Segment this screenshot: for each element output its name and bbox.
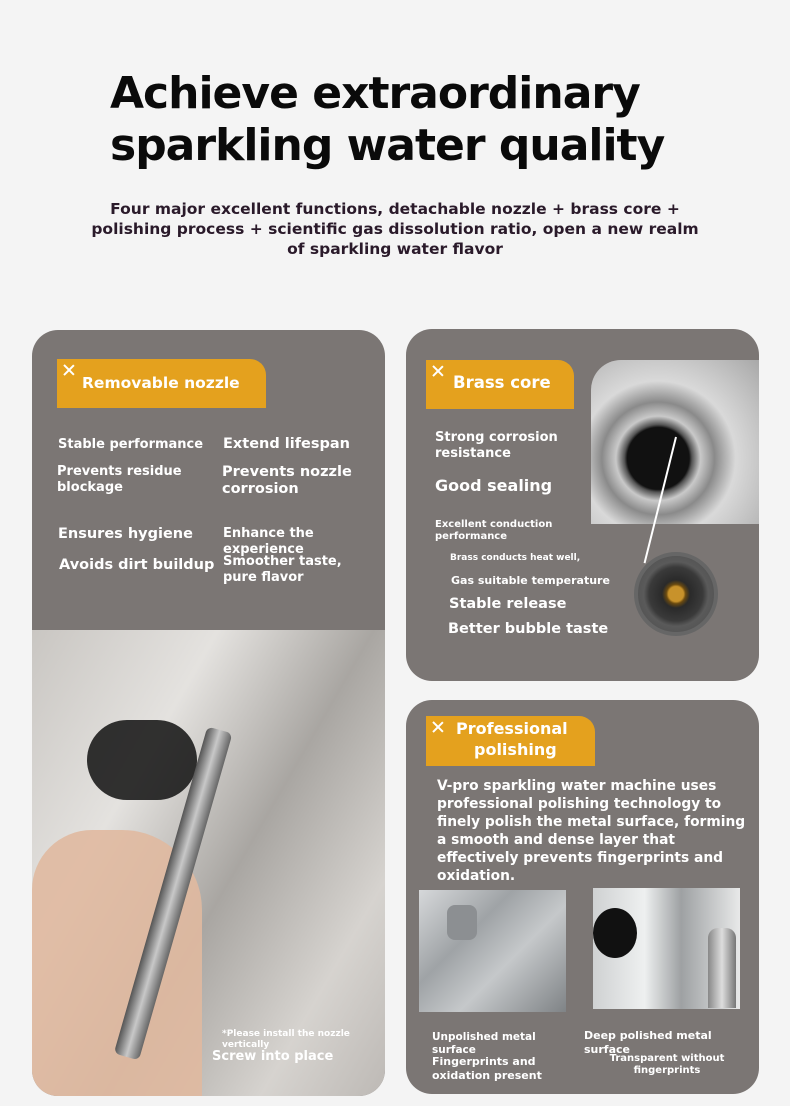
feature-prevents-corrosion: Prevents nozzle corrosion — [222, 464, 352, 497]
feature-stable-performance: Stable performance — [58, 437, 204, 452]
headline-line-1: Achieve extraordinary — [110, 68, 640, 119]
headline — [110, 68, 730, 172]
unpolished-title: Unpolished metal surface — [432, 1031, 536, 1056]
feature-extend-lifespan: Extend lifespan — [223, 436, 350, 452]
feature-enhance-experience: Enhance the experience — [223, 526, 314, 557]
brass-core-photo — [634, 552, 718, 636]
nozzle-tag — [57, 359, 266, 408]
nozzle-card — [32, 330, 385, 1096]
subtitle-line-2: polishing process + scientific gas dissolution ratio, open a new realm — [91, 220, 699, 238]
feature-prevents-residue: Prevents residue blockage — [57, 464, 182, 495]
polish-tag-line-1: Professional — [456, 719, 568, 738]
brass-tag — [426, 360, 574, 409]
feature-smoother-taste: Smoother taste, pure flavor — [223, 554, 342, 585]
feature-avoids-dirt: Avoids dirt buildup — [59, 557, 215, 573]
install-note: *Please install the nozzle vertically — [222, 1029, 350, 1050]
feature-good-sealing: Good sealing — [435, 476, 553, 495]
spout-shape — [447, 905, 477, 940]
subtitle-line-1: Four major excellent functions, detachable nozzle + brass core + — [110, 200, 680, 218]
unpolished-photo — [419, 890, 566, 1012]
polished-desc: Transparent without fingerprints — [609, 1053, 725, 1076]
feature-corrosion-resistance: Strong corrosion resistance — [435, 430, 558, 461]
polish-tag-line-2: polishing — [474, 740, 557, 759]
nozzle-photo — [32, 630, 385, 1096]
feature-conduction: Excellent conduction performance — [435, 519, 553, 542]
brass-tag-label: Brass core — [453, 373, 551, 392]
polish-tag — [426, 716, 595, 766]
close-x-icon — [62, 363, 76, 377]
feature-stable-release: Stable release — [449, 596, 567, 612]
nozzle-tag-label: Removable nozzle — [82, 374, 240, 392]
close-x-icon — [431, 364, 445, 378]
feature-gas-temperature: Gas suitable temperature — [451, 574, 610, 587]
faucet-knob-shape — [87, 720, 197, 800]
feature-heat: Brass conducts heat well, — [450, 553, 581, 563]
feature-ensures-hygiene: Ensures hygiene — [58, 526, 193, 542]
close-x-icon — [431, 720, 445, 734]
subtitle-line-3: of sparkling water flavor — [287, 240, 503, 258]
faucet-knob-shape — [593, 908, 637, 958]
headline-line-2: sparkling water quality — [110, 120, 665, 171]
polish-card — [406, 700, 759, 1094]
subtitle — [90, 199, 700, 259]
brass-card — [406, 329, 759, 681]
polish-description: V-pro sparkling water machine uses professional polishing technology to finely polish the metal surface, forming a smooth and dense layer that effectively prevents fingerprints and oxidation. — [437, 778, 746, 884]
bottle-shape — [708, 928, 736, 1008]
feature-bubble-taste: Better bubble taste — [448, 621, 609, 637]
polished-photo — [593, 888, 740, 1009]
unpolished-desc: Fingerprints and oxidation present — [432, 1055, 542, 1082]
polished-title: Deep polished metal surface — [584, 1029, 712, 1056]
screw-caption: Screw into place — [212, 1049, 334, 1064]
